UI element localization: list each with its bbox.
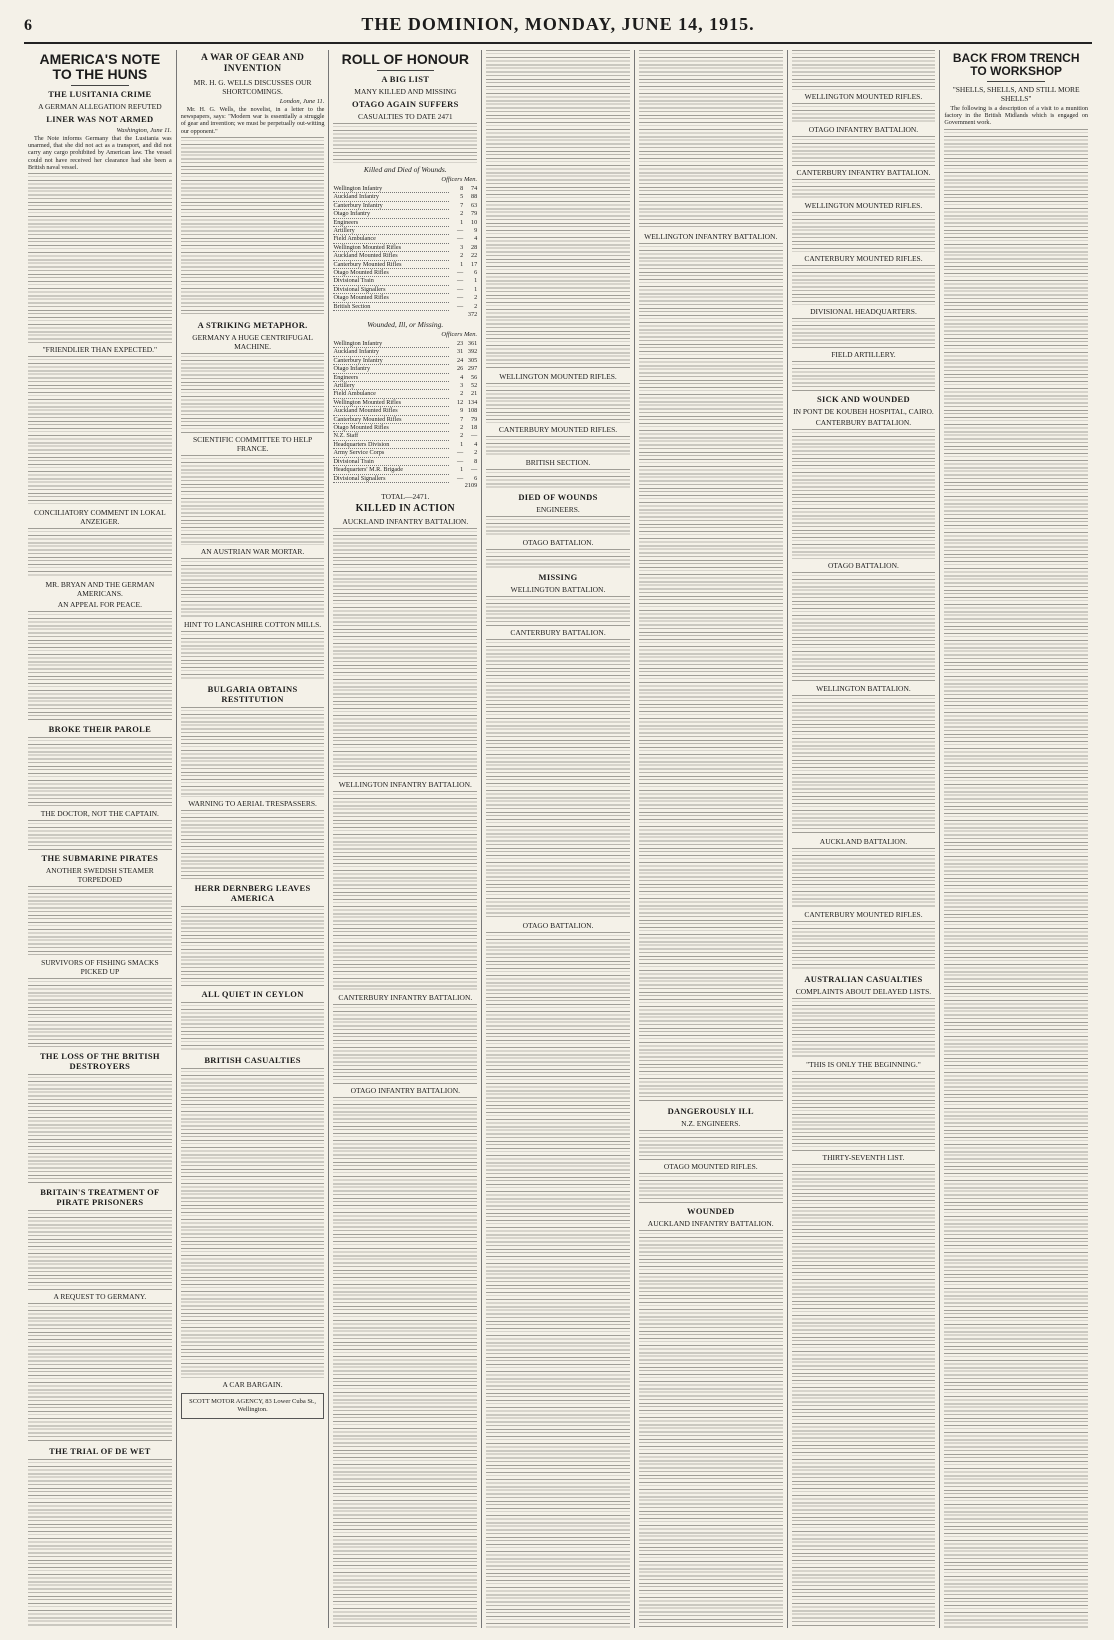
- subhead: THE DOCTOR, NOT THE CAPTAIN.: [40, 809, 159, 819]
- columns: [24, 50, 1092, 1628]
- subhead: WELLINGTON MOUNTED RIFLES.: [804, 92, 923, 101]
- subhead: AN APPEAL FOR PEACE.: [57, 600, 143, 610]
- masthead: [24, 14, 1092, 44]
- table-row: [333, 227, 477, 235]
- unit-name: Auckland Mounted Rifles: [333, 407, 449, 415]
- subhead: SURVIVORS OF FISHING SMACKS PICKED UP: [41, 958, 159, 977]
- table-total: 2109: [464, 482, 478, 490]
- men-count: —: [470, 466, 478, 474]
- officers-count: 2: [460, 390, 464, 398]
- subhead: GERMANY A HUGE CENTRIFUGAL MACHINE.: [192, 332, 313, 351]
- table-row: [333, 340, 477, 348]
- subhead: CANTERBURY BATTALION.: [815, 418, 912, 427]
- subhead: DIVISIONAL HEADQUARTERS.: [810, 307, 917, 316]
- subhead: COMPLAINTS ABOUT DELAYED LISTS.: [795, 987, 932, 996]
- subhead: OTAGO INFANTRY BATTALION.: [808, 125, 919, 134]
- unit-name: British Section: [333, 302, 449, 310]
- subhead: THIRTY-SEVENTH LIST.: [822, 1153, 905, 1162]
- men-count: 297: [467, 365, 478, 373]
- officers-count: —: [456, 474, 464, 482]
- unit-name: Canterbury Mounted Rifles: [333, 260, 449, 268]
- men-count: 10: [470, 218, 478, 226]
- unit-name: Field Ambulance: [333, 235, 449, 243]
- table-row: [333, 252, 477, 260]
- men-count: 56: [470, 373, 478, 381]
- men-count: 79: [470, 210, 478, 218]
- officers-count: 3: [460, 243, 464, 251]
- table-total: 372: [467, 310, 478, 318]
- unit-name: Wellington Infantry: [333, 185, 449, 193]
- unit-name: Otago Mounted Rifles: [333, 269, 449, 277]
- subhead: THE LOSS OF THE BRITISH DESTROYERS: [39, 1051, 160, 1072]
- subhead: A STRIKING METAPHOR.: [197, 319, 308, 330]
- table-column-header: Officers Men.: [441, 176, 478, 183]
- officers-count: 31: [456, 348, 464, 356]
- table-row: [333, 457, 477, 465]
- men-count: 28: [470, 243, 478, 251]
- officers-count: 7: [460, 201, 464, 209]
- men-count: 1: [474, 277, 478, 285]
- subhead: WELLINGTON MOUNTED RIFLES.: [804, 201, 923, 210]
- subhead: AUCKLAND BATTALION.: [819, 837, 908, 846]
- men-count: 392: [467, 348, 478, 356]
- table-row: [333, 407, 477, 415]
- dateline: London, June 11.: [279, 98, 325, 105]
- subhead: THE SUBMARINE PIRATES: [41, 853, 159, 864]
- grand-total: TOTAL—2471.: [381, 491, 430, 501]
- subhead: AUCKLAND INFANTRY BATTALION.: [647, 1219, 774, 1228]
- ad-text: SCOTT MOTOR AGENCY, 83 Lower Cuba St., Wellington.: [189, 1397, 317, 1413]
- officers-count: 2: [460, 210, 464, 218]
- table-row: [333, 390, 477, 398]
- officers-count: 2: [460, 424, 464, 432]
- page-number: 6: [24, 17, 32, 34]
- article-body: Mr. H. G. Wells, the novelist, in a letter to the newspapers, says: "Modern war is essentially a struggle of gear and invention; we must be perpetually out-witting our opponent.": [180, 106, 325, 135]
- table-row: [333, 201, 477, 209]
- men-count: 52: [470, 382, 478, 390]
- subhead: AUCKLAND INFANTRY BATTALION.: [342, 516, 469, 526]
- subhead: CANTERBURY MOUNTED RIFLES.: [804, 254, 923, 263]
- men-count: 9: [474, 227, 478, 235]
- unit-name: Canterbury Infantry: [333, 201, 449, 209]
- subhead: OTAGO INFANTRY BATTALION.: [350, 1085, 460, 1095]
- subhead: CANTERBURY MOUNTED RIFLES.: [804, 910, 923, 919]
- table-title: Wounded, Ill, or Missing.: [367, 320, 444, 329]
- officers-count: —: [456, 285, 464, 293]
- officers-count: 7: [460, 415, 464, 423]
- men-count: 22: [470, 252, 478, 260]
- men-count: 63: [470, 201, 478, 209]
- officers-count: 1: [460, 440, 464, 448]
- table-row: [333, 415, 477, 423]
- unit-name: Otago Mounted Rifles: [333, 424, 449, 432]
- subhead: MR. H. G. WELLS DISCUSSES OUR SHORTCOMINGS.: [193, 78, 312, 96]
- column-1: [24, 50, 177, 1628]
- officers-count: 12: [456, 398, 464, 406]
- headline-roll-of-honour: ROLL OF HONOUR: [341, 51, 469, 67]
- subhead: HERR DERNBERG LEAVES AMERICA: [194, 882, 311, 903]
- table-row: [333, 398, 477, 406]
- unit-name: Auckland Infantry: [333, 348, 449, 356]
- unit-name: Auckland Infantry: [333, 193, 449, 201]
- men-count: 17: [470, 260, 478, 268]
- subhead: MANY KILLED AND MISSING: [354, 87, 457, 96]
- subhead-lusitania: THE LUSITANIA CRIME: [48, 89, 152, 99]
- article-body: The Note informs Germany that the Lusitania was unarmed, that she did not act as a transport, and did not carry any cargo prohibited by American law. The vessel could not have received her clearance had she been a British naval vessel.: [28, 135, 172, 171]
- table-row: [333, 356, 477, 364]
- unit-name: Otago Infantry: [333, 210, 449, 218]
- unit-name: Headquarters' M.R. Brigade: [333, 466, 449, 474]
- unit-name: Artillery: [333, 382, 449, 390]
- subhead: WELLINGTON BATTALION.: [816, 684, 911, 693]
- men-count: 74: [470, 185, 478, 193]
- officers-count: 26: [456, 365, 464, 373]
- subhead: "FRIENDLIER THAN EXPECTED.": [42, 345, 158, 355]
- unit-name: Canterbury Mounted Rifles: [333, 415, 449, 423]
- table-row: [333, 424, 477, 432]
- headline-americas-note: AMERICA'S NOTE TO THE HUNS: [39, 51, 161, 82]
- subhead: WELLINGTON INFANTRY BATTALION.: [338, 779, 472, 789]
- subhead: WARNING TO AERIAL TRESPASSERS.: [188, 798, 317, 808]
- table-row: [333, 285, 477, 293]
- men-count: 134: [467, 398, 478, 406]
- men-count: 6: [474, 269, 478, 277]
- subhead: N.Z. ENGINEERS.: [681, 1119, 741, 1128]
- officers-count: —: [456, 302, 464, 310]
- men-count: 108: [467, 407, 478, 415]
- subhead: OTAGO BATTALION.: [522, 921, 594, 930]
- table-row: [333, 466, 477, 474]
- table-row: [333, 294, 477, 302]
- table-row: [333, 193, 477, 201]
- unit-name: Army Service Corps: [333, 449, 449, 457]
- men-count: —: [470, 432, 478, 440]
- subhead: BRITAIN'S TREATMENT OF PIRATE PRISONERS: [40, 1187, 160, 1208]
- table-row: [333, 260, 477, 268]
- table-row: [333, 185, 477, 193]
- unit-name: Field Ambulance: [333, 390, 449, 398]
- subhead: FIELD ARTILLERY.: [831, 350, 896, 359]
- officers-count: 1: [460, 466, 464, 474]
- table-row: [333, 302, 477, 310]
- subhead: AN AUSTRIAN WAR MORTAR.: [200, 546, 305, 556]
- officers-count: —: [456, 457, 464, 465]
- subhead: CANTERBURY INFANTRY BATTALION.: [796, 168, 931, 177]
- subhead: CANTERBURY BATTALION.: [510, 628, 606, 637]
- unit-name: Divisional Signallers: [333, 285, 449, 293]
- officers-count: —: [456, 449, 464, 457]
- officers-count: 3: [460, 382, 464, 390]
- men-count: 305: [467, 356, 478, 364]
- headline-war-of-gear: A WAR OF GEAR AND INVENTION: [200, 53, 305, 74]
- subhead: THE TRIAL OF DE WET: [49, 1446, 151, 1457]
- subhead: A CAR BARGAIN.: [222, 1379, 283, 1389]
- subhead: ANOTHER SWEDISH STEAMER TORPEDOED: [45, 866, 154, 885]
- officers-count: 2: [460, 252, 464, 260]
- officers-count: 4: [460, 373, 464, 381]
- table-row: [333, 365, 477, 373]
- subhead: HINT TO LANCASHIRE COTTON MILLS.: [183, 619, 322, 629]
- officers-count: 8: [460, 185, 464, 193]
- table-row: [333, 269, 477, 277]
- unit-name: Canterbury Infantry: [333, 356, 449, 364]
- men-count: 361: [467, 340, 478, 348]
- men-count: 8: [474, 457, 478, 465]
- unit-name: Artillery: [333, 227, 449, 235]
- officers-count: 24: [456, 356, 464, 364]
- subhead: WELLINGTON INFANTRY BATTALION.: [644, 232, 778, 241]
- subhead: WOUNDED: [687, 1206, 735, 1216]
- killed-table: [333, 185, 477, 318]
- table-row: [333, 235, 477, 243]
- subhead: OTAGO MOUNTED RIFLES.: [663, 1162, 758, 1171]
- men-count: 1: [474, 285, 478, 293]
- officers-count: —: [456, 227, 464, 235]
- subhead: AUSTRALIAN CASUALTIES: [804, 974, 923, 984]
- subhead-allegation: A GERMAN ALLEGATION REFUTED: [38, 102, 162, 111]
- subhead: CANTERBURY INFANTRY BATTALION.: [338, 992, 473, 1002]
- subhead: SICK AND WOUNDED: [816, 394, 910, 404]
- unit-name: Divisional Train: [333, 457, 449, 465]
- unit-name: Otago Mounted Rifles: [333, 294, 449, 302]
- subhead-killed: KILLED IN ACTION: [355, 502, 455, 514]
- subhead: WELLINGTON MOUNTED RIFLES.: [499, 372, 617, 381]
- subhead: A BIG LIST: [381, 74, 430, 84]
- men-count: 21: [470, 390, 478, 398]
- table-row: [333, 277, 477, 285]
- subhead: ENGINEERS.: [536, 505, 580, 514]
- unit-name: Otago Infantry: [333, 365, 449, 373]
- table-row: [333, 218, 477, 226]
- men-count: 2: [474, 449, 478, 457]
- car-bargain-advertisement: [181, 1393, 325, 1419]
- unit-name: Engineers: [333, 373, 449, 381]
- table-row: [333, 373, 477, 381]
- column-2: [177, 50, 330, 1628]
- subhead: OTAGO BATTALION.: [828, 561, 899, 570]
- subhead: DANGEROUSLY ILL: [667, 1106, 754, 1116]
- men-count: 2: [474, 302, 478, 310]
- subhead: OTAGO BATTALION.: [522, 538, 594, 547]
- unit-name: N.Z. Staff: [333, 432, 449, 440]
- officers-count: —: [456, 235, 464, 243]
- subhead: BRITISH CASUALTIES: [204, 1054, 301, 1065]
- unit-name: Auckland Mounted Rifles: [333, 252, 449, 260]
- subhead: OTAGO AGAIN SUFFERS: [351, 99, 459, 109]
- unit-name: Wellington Mounted Rifles: [333, 398, 449, 406]
- officers-count: 1: [460, 218, 464, 226]
- men-count: 18: [470, 424, 478, 432]
- column-7: [940, 50, 1092, 1628]
- subhead: BRITISH SECTION.: [525, 458, 591, 467]
- officers-count: 23: [456, 340, 464, 348]
- subhead: WELLINGTON BATTALION.: [510, 585, 606, 594]
- subhead: ALL QUIET IN CEYLON: [201, 988, 304, 999]
- column-5: [635, 50, 788, 1628]
- men-count: 6: [474, 474, 478, 482]
- newspaper-title: THE DOMINION, MONDAY, JUNE 14, 1915.: [361, 14, 755, 34]
- subhead: CONCILIATORY COMMENT IN LOKAL ANZEIGER.: [33, 508, 166, 527]
- unit-name: Wellington Mounted Rifles: [333, 243, 449, 251]
- table-row: [333, 432, 477, 440]
- officers-count: 9: [460, 407, 464, 415]
- table-row: [333, 382, 477, 390]
- subhead: IN PONT DE KOUBEH HOSPITAL, CAIRO.: [793, 407, 934, 416]
- subhead: "THIS IS ONLY THE BEGINNING.": [806, 1060, 921, 1069]
- subhead: "SHELLS, SHELLS, AND STILL MORE SHELLS": [952, 85, 1080, 103]
- table-row: [333, 243, 477, 251]
- unit-name: Divisional Train: [333, 277, 449, 285]
- subhead: DIED OF WOUNDS: [518, 492, 598, 502]
- column-4: [482, 50, 635, 1628]
- table-row: [333, 440, 477, 448]
- officers-count: 2: [460, 432, 464, 440]
- unit-name: Engineers: [333, 218, 449, 226]
- men-count: 2: [474, 294, 478, 302]
- officers-count: 5: [460, 193, 464, 201]
- table-row: [333, 210, 477, 218]
- column-3: [329, 50, 482, 1628]
- men-count: 88: [470, 193, 478, 201]
- subhead: BULGARIA OBTAINS RESTITUTION: [207, 683, 298, 704]
- subhead: MISSING: [538, 572, 578, 582]
- wounded-table: [333, 340, 477, 490]
- subhead-not-armed: LINER WAS NOT ARMED: [46, 114, 154, 124]
- subhead: CASUALTIES TO DATE 2471: [357, 112, 453, 121]
- subhead: BROKE THEIR PAROLE: [48, 724, 152, 735]
- officers-count: —: [456, 269, 464, 277]
- unit-name: Wellington Infantry: [333, 340, 449, 348]
- officers-count: —: [456, 294, 464, 302]
- table-title: Killed and Died of Wounds.: [363, 165, 447, 174]
- men-count: 4: [474, 235, 478, 243]
- dateline: Washington, June 11.: [116, 127, 172, 134]
- men-count: 79: [470, 415, 478, 423]
- headline-back-from-trench: BACK FROM TRENCH TO WORKSHOP: [952, 51, 1080, 78]
- unit-name: Headquarters Division: [333, 440, 449, 448]
- table-row: [333, 474, 477, 482]
- table-row: [333, 348, 477, 356]
- table-row: [333, 449, 477, 457]
- men-count: 4: [474, 440, 478, 448]
- unit-name: Divisional Signallers: [333, 474, 449, 482]
- officers-count: 1: [460, 260, 464, 268]
- subhead: MR. BRYAN AND THE GERMAN AMERICANS.: [45, 580, 155, 599]
- column-6: [788, 50, 941, 1628]
- article-body: The following is a description of a visit to a munition factory in the British Midlands which is engaged on Government work.: [944, 105, 1089, 127]
- subhead: SCIENTIFIC COMMITTEE TO HELP FRANCE.: [193, 434, 313, 453]
- table-column-header: Officers Men.: [441, 331, 478, 338]
- subhead: A REQUEST TO GERMANY.: [53, 1292, 147, 1302]
- subhead: CANTERBURY MOUNTED RIFLES.: [498, 425, 618, 434]
- officers-count: —: [456, 277, 464, 285]
